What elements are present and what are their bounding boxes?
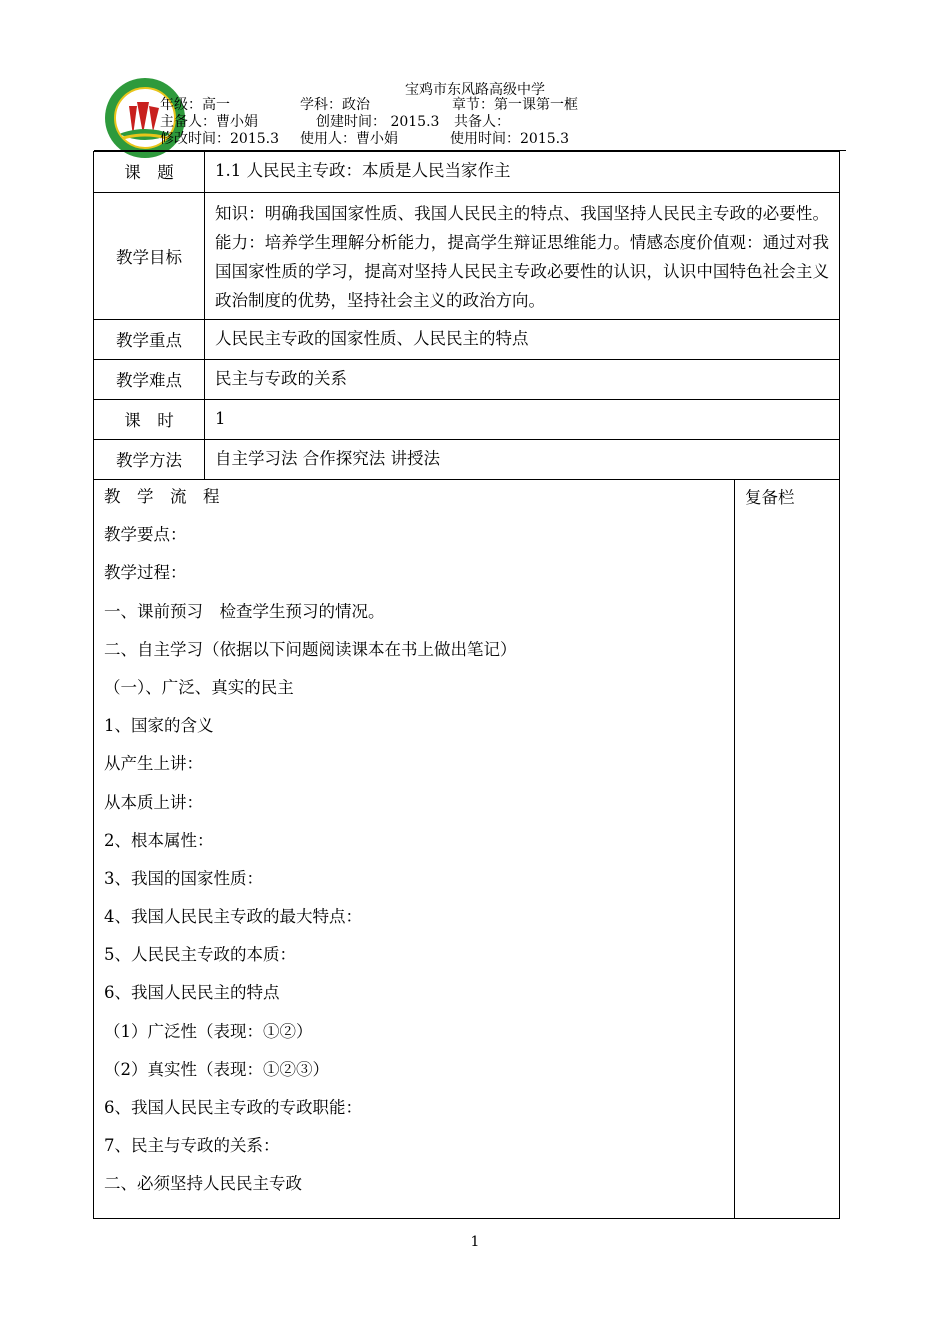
flow-cell xyxy=(94,480,735,1219)
flow-line: 6、我国人民民主的特点 xyxy=(104,983,280,1003)
difficulty-value: 民主与专政的关系 xyxy=(205,360,840,400)
side-notes-column: 复备栏 xyxy=(735,480,840,1219)
flow-line: 一、课前预习 检查学生预习的情况。 xyxy=(104,601,385,621)
user: 使用人：曹小娟 xyxy=(300,131,398,147)
goal-label: 教学目标 xyxy=(94,193,205,320)
chapter: 章节：第一课第一框 xyxy=(452,97,578,113)
key-value: 人民民主专政的国家性质、人民民主的特点 xyxy=(205,320,840,360)
page-header xyxy=(0,0,950,150)
flow-line: 从产生上讲： xyxy=(104,754,203,774)
flow-line: 1、国家的含义 xyxy=(104,716,214,736)
row-hours xyxy=(94,400,840,440)
flow-line: 2、根本属性： xyxy=(104,830,214,850)
flow-line: 从本质上讲： xyxy=(104,792,203,812)
author: 主备人：曹小娟 xyxy=(160,114,258,130)
key-label: 教学重点 xyxy=(94,320,205,360)
hours-label: 课 时 xyxy=(94,400,205,440)
lesson-plan-table xyxy=(93,151,840,1219)
flow-line: 教学过程： xyxy=(104,563,187,583)
row-method xyxy=(94,440,840,480)
flow-line: 二、自主学习（依据以下问题阅读课本在书上做出笔记） xyxy=(104,639,517,659)
header-line-3 xyxy=(160,128,569,148)
flow-line: 二、必须坚持人民民主专政 xyxy=(104,1174,302,1194)
used: 使用时间：2015.3 xyxy=(450,131,569,147)
school-name: 宝鸡市东风路高级中学 xyxy=(405,82,545,98)
goal-value: 知识：明确我国国家性质、我国人民民主的特点、我国坚持人民民主专政的必要性。能力：培养学生理解分析能力，提高学生辩证思维能力。情感态度价值观：通过对我国国家性质的学习，提高对坚持人民民主专政必要性的认识，认识中国特色社会主义政治制度的优势，坚持社会主义的政治方向。 xyxy=(205,193,840,320)
subject: 学科：政治 xyxy=(300,97,370,113)
method-label: 教学方法 xyxy=(94,440,205,480)
row-difficulty xyxy=(94,360,840,400)
topic-label: 课 题 xyxy=(94,152,205,193)
difficulty-label: 教学难点 xyxy=(94,360,205,400)
row-topic xyxy=(94,152,840,193)
flow-line: 4、我国人民民主专政的最大特点： xyxy=(104,907,362,927)
row-flow xyxy=(94,480,840,1219)
coauthor: 共备人： xyxy=(454,114,510,130)
flow-line: 3、我国的国家性质： xyxy=(104,868,263,888)
flow-line: 5、人民民主专政的本质： xyxy=(104,945,296,965)
flow-line: （1）广泛性（表现：①②） xyxy=(104,1021,313,1041)
hours-value: 1 xyxy=(205,400,840,440)
flow-line: 7、民主与专政的关系： xyxy=(104,1136,280,1156)
flow-line: （2）真实性（表现：①②③） xyxy=(104,1059,329,1079)
flow-line: 教学要点： xyxy=(104,525,187,545)
row-goal xyxy=(94,193,840,320)
grade: 年级：高一 xyxy=(160,97,230,113)
created: 创建时间： 2015.3 xyxy=(316,114,440,130)
page-number: 1 xyxy=(470,1234,480,1250)
topic-value: 1.1 人民民主专政：本质是人民当家作主 xyxy=(205,152,840,193)
flow-line: 教 学 流 程 xyxy=(104,487,220,506)
method-value: 自主学习法 合作探究法 讲授法 xyxy=(205,440,840,480)
flow-line: 6、我国人民民主专政的专政职能： xyxy=(104,1098,362,1117)
flow-list xyxy=(94,480,734,1218)
row-key xyxy=(94,320,840,360)
flow-line: （一）、广泛、真实的民主 xyxy=(104,677,294,697)
modified: 修改时间：2015.3 xyxy=(160,131,279,147)
